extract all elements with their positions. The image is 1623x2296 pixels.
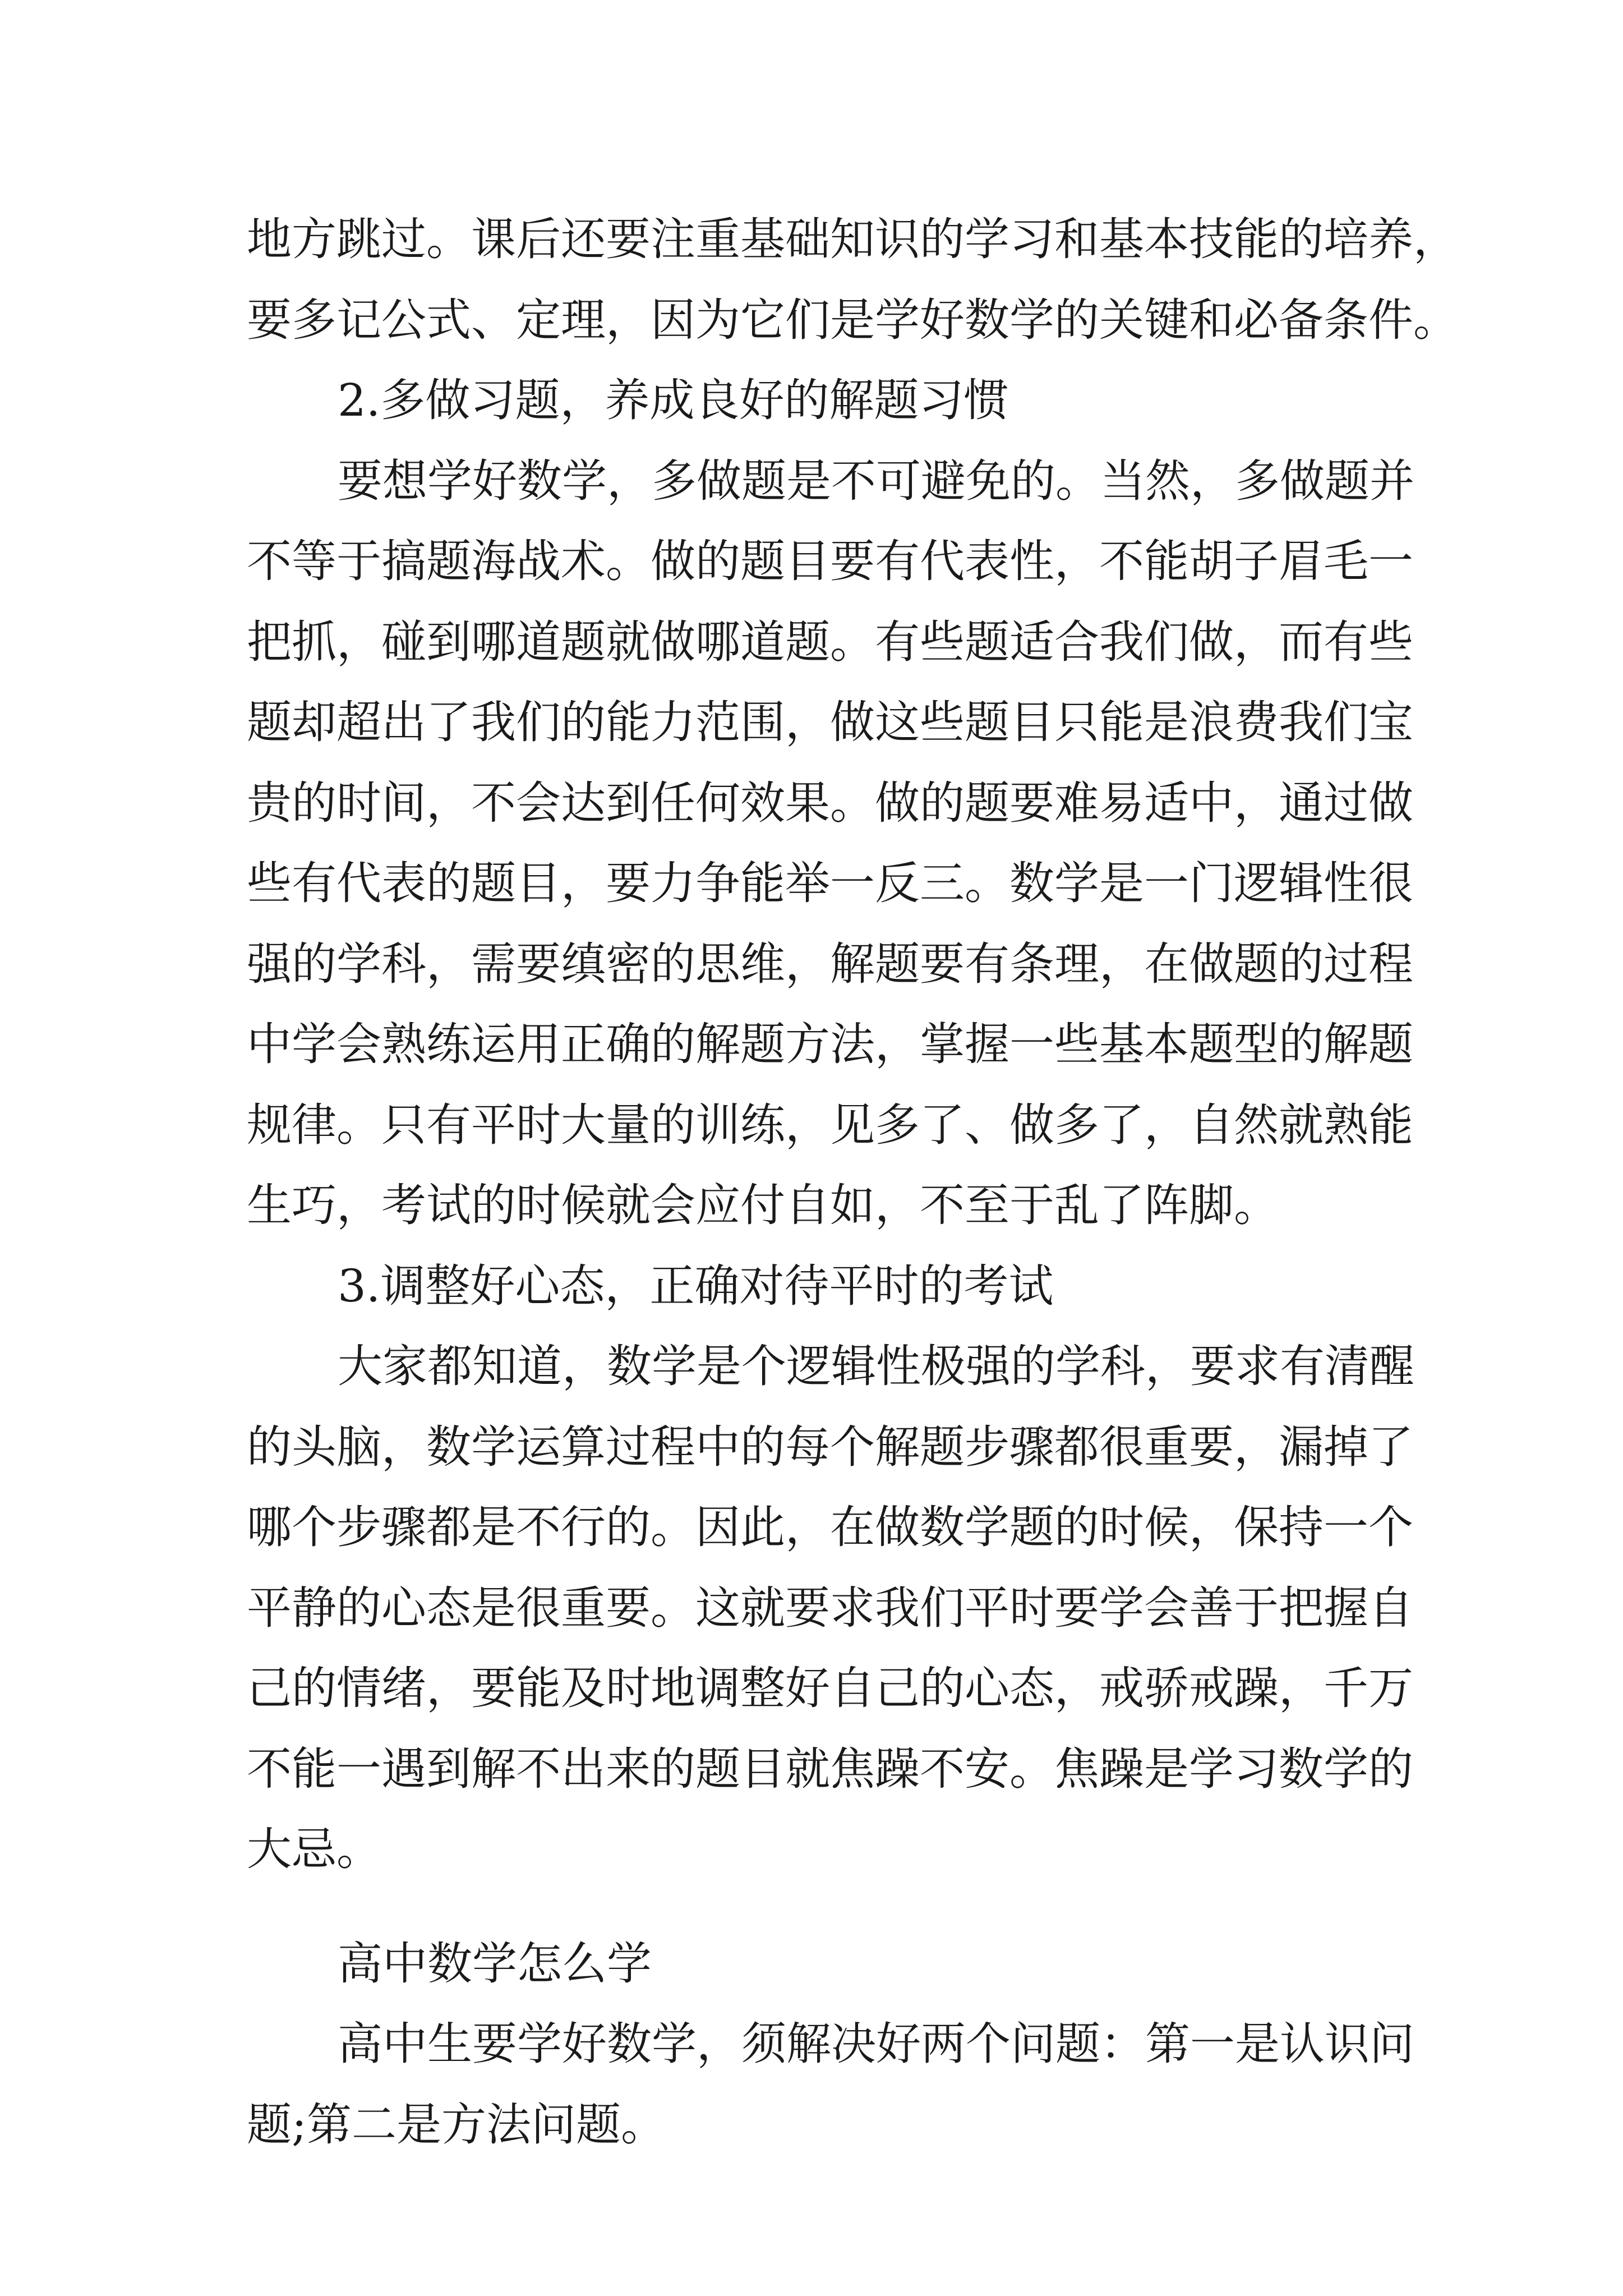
text-line: 些有代表的题目，要力争能举一反三。数学是一门逻辑性很 [247,857,1413,909]
text-line: 要多记公式、定理，因为它们是学好数学的关键和必备条件。 [247,293,1458,346]
text-line: 题;第二是方法问题。 [247,2098,666,2151]
text-line: 大家都知道，数学是个逻辑性极强的学科，要求有清醒 [338,1340,1414,1392]
text-line: 贵的时间，不会达到任何效果。做的题要难易适中，通过做 [247,776,1413,829]
text-line: 的头脑，数学运算过程中的每个解题步骤都很重要，漏掉了 [247,1420,1413,1473]
text-line: 己的情绪，要能及时地调整好自己的心态，戒骄戒躁，千万 [247,1662,1413,1714]
subtitle: 高中数学怎么学 [338,1937,652,1990]
text-line: 哪个步骤都是不行的。因此，在做数学题的时候，保持一个 [247,1501,1413,1553]
text-line: 不等于搞题海战术。做的题目要有代表性，不能胡子眉毛一 [247,535,1413,587]
section-heading: 3.调整好心态，正确对待平时的考试 [338,1259,1054,1312]
text-line: 不能一遇到解不出来的题目就焦躁不安。焦躁是学习数学的 [247,1742,1413,1795]
text-line: 地方跳过。课后还要注重基础知识的学习和基本技能的培养， [247,213,1458,265]
text-line: 生巧，考试的时候就会应付自如，不至于乱了阵脚。 [247,1179,1279,1231]
text-line: 平静的心态是很重要。这就要求我们平时要学会善于把握自 [247,1581,1413,1634]
text-line: 规律。只有平时大量的训练，见多了、做多了，自然就熟能 [247,1098,1413,1151]
text-line: 高中生要学好数学，须解决好两个问题：第一是认识问 [338,2018,1414,2070]
text-line: 大忌。 [247,1823,381,1875]
text-line: 中学会熟练运用正确的解题方法，掌握一些基本题型的解题 [247,1018,1413,1070]
text-line: 把抓，碰到哪道题就做哪道题。有些题适合我们做，而有些 [247,615,1413,668]
section-heading: 2.多做习题，养成良好的解题习惯 [338,374,1009,426]
text-line: 要想学好数学，多做题是不可避免的。当然，多做题并 [338,454,1414,507]
paragraph-gap [247,1890,1385,1924]
text-line: 强的学科，需要缜密的思维，解题要有条理，在做题的过程 [247,937,1413,990]
text-line: 题却超出了我们的能力范围，做这些题目只能是浪费我们宝 [247,696,1413,748]
body-text [247,199,1458,2165]
